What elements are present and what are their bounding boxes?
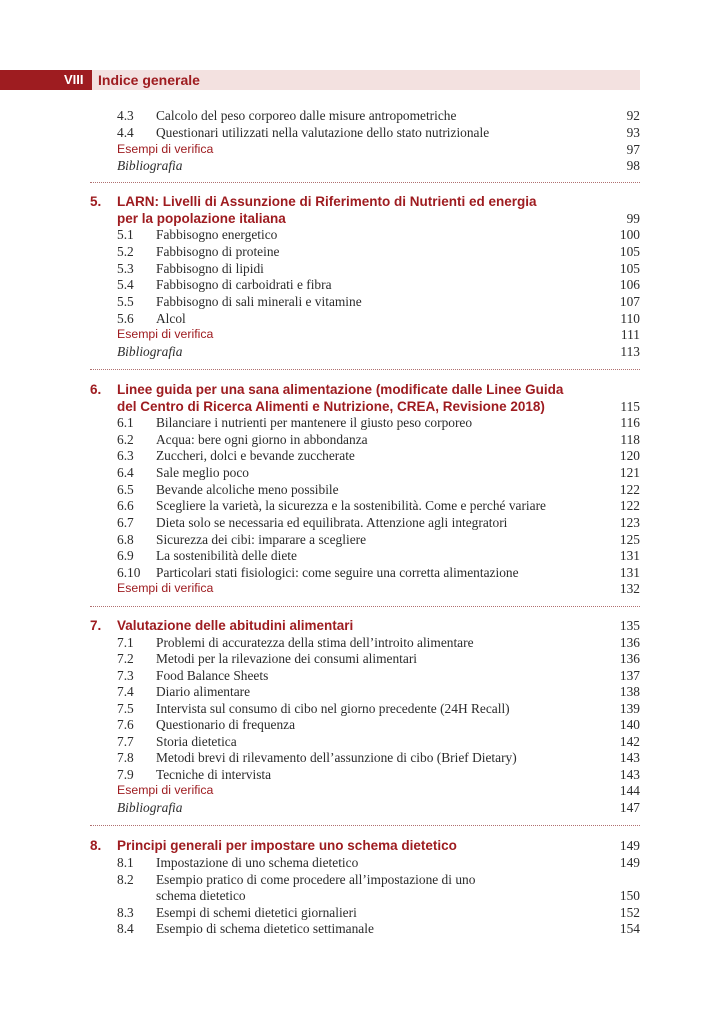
toc-entry[interactable] [0,871,718,888]
toc-entry[interactable] [0,514,718,531]
entry-number: 7.6 [117,717,134,732]
entry-number: 6.2 [117,432,134,447]
entry-page: 142 [619,734,640,749]
entry-page: 100 [619,227,640,242]
entry-page: 136 [619,651,640,666]
entry-number: 7.3 [117,668,134,683]
entry-number: 4.3 [117,108,134,123]
entry-number: 5.5 [117,294,134,309]
entry-number: 5.1 [117,227,134,242]
entry-title: schema dietetico [156,888,246,903]
toc-esempi-entry[interactable] [0,782,718,799]
entry-title: Alcol [156,311,186,326]
entry-title: Esempi di verifica [117,783,214,797]
entry-page: 113 [620,344,640,359]
entry-page: 110 [620,311,640,326]
entry-page: 107 [619,294,640,309]
entry-page: 149 [619,855,640,870]
entry-page: 144 [619,783,640,798]
entry-title: Esempio pratico di come procedere all’impostazione di uno [156,872,476,887]
entry-title: Dieta solo se necessaria ed equilibrata. Attenzione agli integratori [156,515,508,530]
toc-entry[interactable] [0,749,718,766]
toc-entry[interactable] [0,920,718,937]
entry-number: 6.3 [117,448,134,463]
entry-title: Intervista sul consumo di cibo nel giorno precedente (24H Recall) [156,701,510,716]
chapter-page: 149 [619,838,640,853]
entry-page: 137 [619,668,640,683]
toc-entry[interactable] [0,260,718,277]
chapter-title-line-1: Linee guida per una sana alimentazione (modificate dalle Linee Guida [117,382,564,397]
entry-number: 5.3 [117,261,134,276]
entry-number: 4.4 [117,125,134,140]
entry-title: Problemi di accuratezza della stima dell’introito alimentare [156,635,474,650]
entry-title: Bibliografia [117,158,183,173]
toc-entry[interactable] [0,124,718,141]
entry-title: Bibliografia [117,344,183,359]
toc-entry[interactable] [0,634,718,651]
entry-number: 6.5 [117,482,134,497]
chapter-number: 8. [90,838,102,853]
entry-title: Acqua: bere ogni giorno in abbondanza [156,432,368,447]
toc-entry[interactable] [0,716,718,733]
toc-entry[interactable] [0,667,718,684]
chapter-page: 99 [626,211,640,226]
toc-bibliografia-entry[interactable] [0,343,718,360]
entry-title: Fabbisogno di carboidrati e fibra [156,277,332,292]
entry-title: Questionario di frequenza [156,717,296,732]
entry-page: 131 [619,548,640,563]
section-divider [90,825,640,826]
entry-title: Impostazione di uno schema dietetico [156,855,359,870]
entry-title: Esempi di verifica [117,581,214,595]
toc-entry[interactable] [0,531,718,548]
entry-number: 7.7 [117,734,134,749]
entry-page: 143 [619,750,640,765]
entry-page: 93 [626,125,640,140]
entry-number: 6.1 [117,415,134,430]
entry-title: Esempio di schema dietetico settimanale [156,921,374,936]
entry-title: Metodi per la rilevazione dei consumi alimentari [156,651,418,666]
entry-number: 7.1 [117,635,134,650]
entry-page: 122 [619,482,640,497]
entry-number: 6.7 [117,515,134,530]
entry-title: Esempi di verifica [117,327,214,341]
entry-title: Calcolo del peso corporeo dalle misure antropometriche [156,108,457,123]
entry-page: 138 [619,684,640,699]
chapter-number: 7. [90,618,102,633]
entry-number: 8.4 [117,921,134,936]
entry-page: 105 [619,261,640,276]
entry-number: 5.2 [117,244,134,259]
toc-esempi-entry[interactable] [0,580,718,597]
entry-title: Esempi di verifica [117,142,214,156]
entry-page: 106 [619,277,640,292]
entry-page: 132 [619,581,640,596]
entry-title: Zuccheri, dolci e bevande zuccherate [156,448,355,463]
chapter-title-line-2: del Centro di Ricerca Alimenti e Nutrizione, CREA, Revisione 2018) [117,399,545,414]
entry-page: 92 [626,108,640,123]
toc-entry[interactable] [0,243,718,260]
toc-entry[interactable] [0,226,718,243]
entry-title: Bilanciare i nutrienti per mantenere il giusto peso corporeo [156,415,473,430]
entry-page: 140 [619,717,640,732]
entry-page: 150 [619,888,640,903]
toc-entry[interactable] [0,414,718,431]
header-band [0,70,640,90]
toc-entry[interactable] [0,700,718,717]
entry-page: 123 [619,515,640,530]
entry-title: Bevande alcoliche meno possibile [156,482,339,497]
entry-number: 5.6 [117,311,134,326]
toc-entry[interactable] [0,766,718,783]
entry-title: Particolari stati fisiologici: come seguire una corretta alimentazione [156,565,519,580]
toc-entry[interactable] [0,497,718,514]
entry-page: 121 [619,465,640,480]
entry-page: 122 [619,498,640,513]
entry-page: 147 [619,800,640,815]
chapter-title-line-2: per la popolazione italiana [117,211,286,226]
entry-page: 125 [619,532,640,547]
entry-title: Fabbisogno di lipidi [156,261,264,276]
entry-number: 7.9 [117,767,134,782]
chapter-title-line-1: LARN: Livelli di Assunzione di Riferimento di Nutrienti ed energia [117,194,537,209]
entry-title: La sostenibilità delle diete [156,548,297,563]
entry-number: 8.3 [117,905,134,920]
section-title: Indice generale [98,72,200,88]
entry-number: 8.2 [117,872,134,887]
chapter-title-line-1: Valutazione delle abitudini alimentari [117,618,354,633]
entry-page: 154 [619,921,640,936]
entry-page: 111 [620,327,640,342]
toc-entry[interactable] [0,904,718,921]
entry-title: Fabbisogno di proteine [156,244,280,259]
chapter-page: 115 [620,399,640,414]
toc-esempi-entry[interactable] [0,141,718,158]
chapter-number: 6. [90,382,102,397]
entry-number: 7.2 [117,651,134,666]
entry-number: 5.4 [117,277,134,292]
toc-entry[interactable] [0,293,718,310]
entry-number: 6.6 [117,498,134,513]
toc-entry[interactable] [0,683,718,700]
entry-number: 8.1 [117,855,134,870]
toc-entry[interactable] [0,564,718,581]
entry-title: Fabbisogno energetico [156,227,278,242]
entry-title: Diario alimentare [156,684,251,699]
toc-entry[interactable] [0,481,718,498]
toc-entry[interactable] [0,854,718,871]
entry-title: Sicurezza dei cibi: imparare a scegliere [156,532,367,547]
chapter-number: 5. [90,194,102,209]
entry-title: Bibliografia [117,800,183,815]
entry-title: Questionari utilizzati nella valutazione dello stato nutrizionale [156,125,490,140]
entry-page: 116 [620,415,640,430]
entry-title: Sale meglio poco [156,465,249,480]
entry-page: 131 [619,565,640,580]
entry-number: 6.8 [117,532,134,547]
section-divider [90,606,640,607]
entry-title: Storia dietetica [156,734,237,749]
entry-page: 105 [619,244,640,259]
chapter-title-line-1: Principi generali per impostare uno schema dietetico [117,838,457,853]
entry-number: 7.8 [117,750,134,765]
toc-entry-continuation[interactable] [0,887,718,904]
entry-title: Scegliere la varietà, la sicurezza e la sostenibilità. Come e perché variare [156,498,546,513]
entry-number: 6.9 [117,548,134,563]
entry-number: 7.4 [117,684,134,699]
entry-page: 97 [626,142,640,157]
toc-entry[interactable] [0,107,718,124]
entry-title: Tecniche di intervista [156,767,272,782]
entry-page: 152 [619,905,640,920]
entry-title: Fabbisogno di sali minerali e vitamine [156,294,362,309]
entry-title: Food Balance Sheets [156,668,269,683]
chapter-page: 135 [619,618,640,633]
entry-number: 6.4 [117,465,134,480]
toc-entry[interactable] [0,310,718,327]
entry-page: 136 [619,635,640,650]
toc-entry[interactable] [0,650,718,667]
toc-entry[interactable] [0,464,718,481]
toc-bibliografia-entry[interactable] [0,157,718,174]
entry-page: 98 [626,158,640,173]
entry-title: Esempi di schemi dietetici giornalieri [156,905,357,920]
page-number: VIII [64,72,84,87]
entry-page: 118 [620,432,640,447]
toc-entry[interactable] [0,547,718,564]
entry-title: Metodi brevi di rilevamento dell’assunzione di cibo (Brief Dietary) [156,750,517,765]
entry-page: 120 [619,448,640,463]
toc-entry[interactable] [0,447,718,464]
entry-number: 7.5 [117,701,134,716]
toc-entry[interactable] [0,431,718,448]
toc-bibliografia-entry[interactable] [0,799,718,816]
toc-entry[interactable] [0,276,718,293]
section-divider [90,369,640,370]
toc-entry[interactable] [0,733,718,750]
section-divider [90,182,640,183]
entry-number: 6.10 [117,565,141,580]
entry-page: 139 [619,701,640,716]
toc-esempi-entry[interactable] [0,326,718,343]
entry-page: 143 [619,767,640,782]
